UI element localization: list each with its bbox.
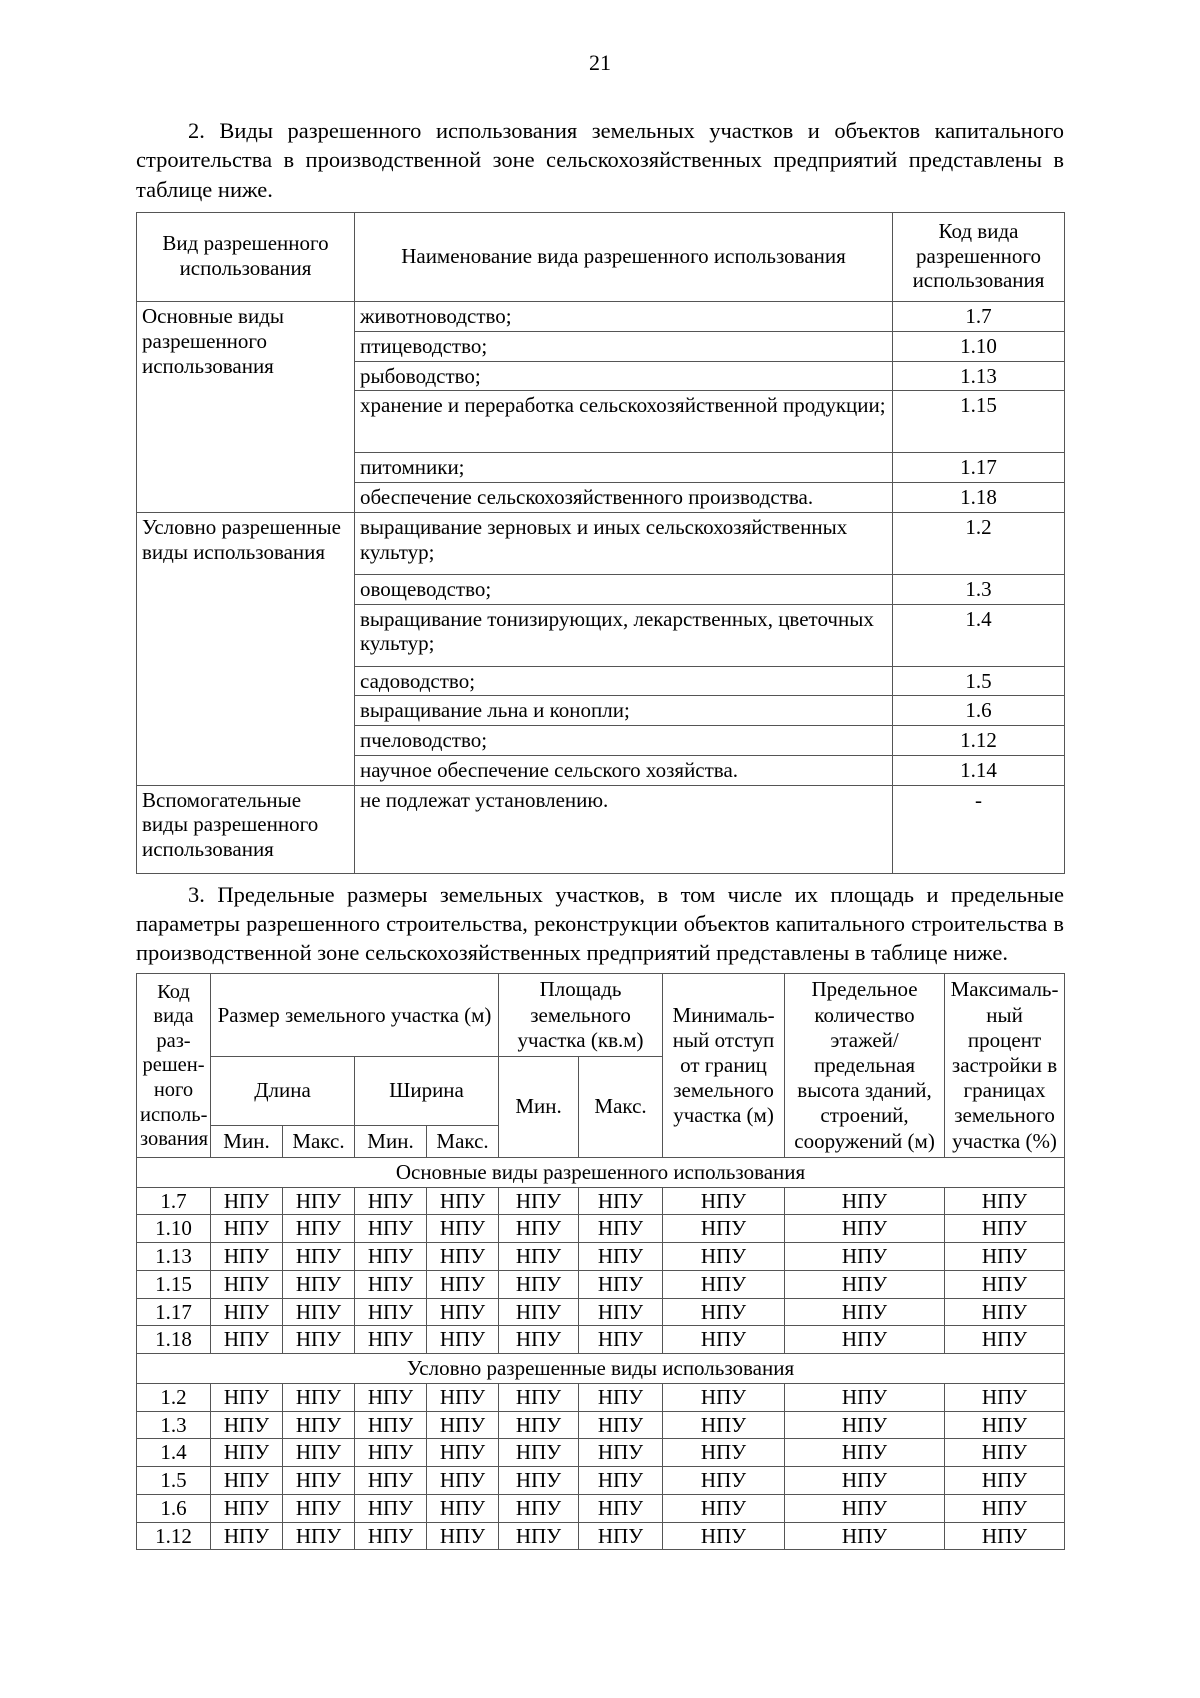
cell-length-max: НПУ — [283, 1411, 355, 1439]
use-code-cell: 1.13 — [893, 361, 1065, 391]
use-code-cell: - — [893, 785, 1065, 873]
cell-length-max: НПУ — [283, 1326, 355, 1354]
row-code: 1.2 — [137, 1383, 211, 1411]
table2-head — [137, 974, 1065, 1157]
cell-floors: НПУ — [785, 1270, 945, 1298]
cell-area-max: НПУ — [579, 1326, 663, 1354]
cell-coverage: НПУ — [945, 1187, 1065, 1215]
cell-floors: НПУ — [785, 1439, 945, 1467]
th-max-floors-height: Предельное количество этажей/ предельная высота зданий, строений, сооружений (м) — [785, 974, 945, 1157]
cell-length-max: НПУ — [283, 1467, 355, 1495]
table-row — [137, 1467, 1065, 1495]
table-row — [137, 1494, 1065, 1522]
use-name-cell: обеспечение сельскохозяйственного производства. — [355, 483, 893, 513]
cell-setback: НПУ — [663, 1411, 785, 1439]
use-name-cell: рыбоводство; — [355, 361, 893, 391]
cell-area-min: НПУ — [499, 1187, 579, 1215]
cell-area-min: НПУ — [499, 1243, 579, 1271]
cell-length-min: НПУ — [211, 1411, 283, 1439]
cell-area-max: НПУ — [579, 1467, 663, 1495]
cell-length-max: НПУ — [283, 1494, 355, 1522]
th-min-setback: Минималь-ный отступ от границ земельного участка (м) — [663, 974, 785, 1157]
cell-area-max: НПУ — [579, 1494, 663, 1522]
cell-setback: НПУ — [663, 1270, 785, 1298]
table-row — [137, 1298, 1065, 1326]
th-code: Код вида разрешенного использования — [893, 212, 1065, 301]
cell-width-max: НПУ — [427, 1439, 499, 1467]
cell-setback: НПУ — [663, 1215, 785, 1243]
cell-coverage: НПУ — [945, 1467, 1065, 1495]
paragraph-item-3: 3. Предельные размеры земельных участков, в том числе их площадь и предельные параметры разрешенного строительства, реконструкции объектов капитального строительства в производственной зоне сельскохозяйственных предприятий представлены в таблице ниже. — [136, 881, 1064, 966]
table-row — [137, 1411, 1065, 1439]
cell-length-min: НПУ — [211, 1467, 283, 1495]
row-code: 1.3 — [137, 1411, 211, 1439]
cell-length-max: НПУ — [283, 1187, 355, 1215]
cell-coverage: НПУ — [945, 1215, 1065, 1243]
use-code-cell: 1.18 — [893, 483, 1065, 513]
cell-width-max: НПУ — [427, 1383, 499, 1411]
use-code-cell: 1.7 — [893, 302, 1065, 332]
cell-area-max: НПУ — [579, 1270, 663, 1298]
cell-setback: НПУ — [663, 1243, 785, 1271]
use-code-cell: 1.6 — [893, 696, 1065, 726]
cell-length-max: НПУ — [283, 1243, 355, 1271]
th-code-of-use: Код вида раз-решен-ного исполь-зования — [137, 974, 211, 1157]
section-title: Основные виды разрешенного использования — [137, 1157, 1065, 1187]
row-code: 1.10 — [137, 1215, 211, 1243]
use-code-cell: 1.2 — [893, 512, 1065, 574]
use-name-cell: пчеловодство; — [355, 726, 893, 756]
category-cell: Условно разрешенные виды использования — [137, 512, 355, 785]
th-plot-size: Размер земельного участка (м) — [211, 974, 499, 1057]
cell-length-min: НПУ — [211, 1522, 283, 1550]
use-name-cell: питомники; — [355, 453, 893, 483]
cell-coverage: НПУ — [945, 1439, 1065, 1467]
cell-area-max: НПУ — [579, 1439, 663, 1467]
cell-width-max: НПУ — [427, 1187, 499, 1215]
page-number: 21 — [589, 50, 611, 75]
cell-area-max: НПУ — [579, 1187, 663, 1215]
use-name-cell: птицеводство; — [355, 331, 893, 361]
cell-width-min: НПУ — [355, 1439, 427, 1467]
table1-header-row — [137, 212, 1065, 301]
cell-width-max: НПУ — [427, 1270, 499, 1298]
use-name-cell: выращивание льна и конопли; — [355, 696, 893, 726]
cell-width-min: НПУ — [355, 1187, 427, 1215]
cell-floors: НПУ — [785, 1467, 945, 1495]
table-row — [137, 1439, 1065, 1467]
cell-area-max: НПУ — [579, 1243, 663, 1271]
th-length-min: Мин. — [211, 1125, 283, 1157]
row-code: 1.13 — [137, 1243, 211, 1271]
limit-parameters-table — [136, 973, 1065, 1550]
cell-setback: НПУ — [663, 1326, 785, 1354]
use-name-cell: не подлежат установлению. — [355, 785, 893, 873]
cell-length-min: НПУ — [211, 1326, 283, 1354]
cell-floors: НПУ — [785, 1383, 945, 1411]
use-code-cell: 1.12 — [893, 726, 1065, 756]
table-row — [137, 1326, 1065, 1354]
cell-area-min: НПУ — [499, 1439, 579, 1467]
table2-body — [137, 1157, 1065, 1550]
cell-length-min: НПУ — [211, 1439, 283, 1467]
cell-length-min: НПУ — [211, 1187, 283, 1215]
cell-length-min: НПУ — [211, 1215, 283, 1243]
cell-width-max: НПУ — [427, 1243, 499, 1271]
cell-coverage: НПУ — [945, 1270, 1065, 1298]
cell-area-max: НПУ — [579, 1383, 663, 1411]
use-code-cell: 1.4 — [893, 604, 1065, 666]
cell-setback: НПУ — [663, 1187, 785, 1215]
cell-area-max: НПУ — [579, 1411, 663, 1439]
cell-floors: НПУ — [785, 1243, 945, 1271]
cell-floors: НПУ — [785, 1326, 945, 1354]
row-code: 1.18 — [137, 1326, 211, 1354]
permitted-use-types-table — [136, 212, 1065, 874]
cell-setback: НПУ — [663, 1298, 785, 1326]
cell-floors: НПУ — [785, 1187, 945, 1215]
cell-width-min: НПУ — [355, 1411, 427, 1439]
use-code-cell: 1.5 — [893, 666, 1065, 696]
cell-floors: НПУ — [785, 1411, 945, 1439]
cell-coverage: НПУ — [945, 1243, 1065, 1271]
row-code: 1.17 — [137, 1298, 211, 1326]
cell-area-max: НПУ — [579, 1298, 663, 1326]
cell-width-min: НПУ — [355, 1298, 427, 1326]
th-name: Наименование вида разрешенного использования — [355, 212, 893, 301]
cell-width-max: НПУ — [427, 1326, 499, 1354]
cell-length-min: НПУ — [211, 1383, 283, 1411]
cell-area-max: НПУ — [579, 1215, 663, 1243]
cell-width-max: НПУ — [427, 1411, 499, 1439]
cell-coverage: НПУ — [945, 1326, 1065, 1354]
cell-width-max: НПУ — [427, 1215, 499, 1243]
paragraph-item-2: 2. Виды разрешенного использования земельных участков и объектов капитального строительства в производственной зоне сельскохозяйственных предприятий представлены в таблице ниже. — [136, 118, 1064, 202]
cell-width-max: НПУ — [427, 1494, 499, 1522]
table-row — [137, 1187, 1065, 1215]
row-code: 1.12 — [137, 1522, 211, 1550]
cell-length-min: НПУ — [211, 1243, 283, 1271]
row-code: 1.7 — [137, 1187, 211, 1215]
cell-setback: НПУ — [663, 1383, 785, 1411]
cell-area-min: НПУ — [499, 1298, 579, 1326]
cell-width-min: НПУ — [355, 1270, 427, 1298]
cell-width-min: НПУ — [355, 1215, 427, 1243]
cell-area-min: НПУ — [499, 1326, 579, 1354]
cell-area-min: НПУ — [499, 1522, 579, 1550]
cell-length-min: НПУ — [211, 1298, 283, 1326]
th-width-max: Макс. — [427, 1125, 499, 1157]
table-row — [137, 1270, 1065, 1298]
cell-length-max: НПУ — [283, 1270, 355, 1298]
cell-width-max: НПУ — [427, 1298, 499, 1326]
cell-coverage: НПУ — [945, 1411, 1065, 1439]
category-cell: Вспомогательные виды разрешенного использования — [137, 785, 355, 873]
use-name-cell: садоводство; — [355, 666, 893, 696]
use-name-cell: овощеводство; — [355, 574, 893, 604]
cell-length-max: НПУ — [283, 1215, 355, 1243]
use-name-cell: животноводство; — [355, 302, 893, 332]
cell-coverage: НПУ — [945, 1383, 1065, 1411]
cell-setback: НПУ — [663, 1494, 785, 1522]
table-row — [137, 1243, 1065, 1271]
use-name-cell: научное обеспечение сельского хозяйства. — [355, 755, 893, 785]
th-length-max: Макс. — [283, 1125, 355, 1157]
cell-length-max: НПУ — [283, 1439, 355, 1467]
cell-setback: НПУ — [663, 1522, 785, 1550]
th-area-min: Мин. — [499, 1057, 579, 1158]
use-name-cell: выращивание зерновых и иных сельскохозяйственных культур; — [355, 512, 893, 574]
category-cell: Основные виды разрешенного использования — [137, 302, 355, 513]
th-length: Длина — [211, 1057, 355, 1126]
cell-area-max: НПУ — [579, 1522, 663, 1550]
th-width-min: Мин. — [355, 1125, 427, 1157]
row-code: 1.4 — [137, 1439, 211, 1467]
use-code-cell: 1.10 — [893, 331, 1065, 361]
cell-floors: НПУ — [785, 1298, 945, 1326]
row-code: 1.6 — [137, 1494, 211, 1522]
cell-length-max: НПУ — [283, 1298, 355, 1326]
th-plot-area: Площадь земельного участка (кв.м) — [499, 974, 663, 1057]
use-code-cell: 1.14 — [893, 755, 1065, 785]
cell-floors: НПУ — [785, 1522, 945, 1550]
row-code: 1.5 — [137, 1467, 211, 1495]
cell-floors: НПУ — [785, 1494, 945, 1522]
use-code-cell: 1.15 — [893, 391, 1065, 453]
th-max-coverage-percent: Максималь-ный процент застройки в границах земельного участка (%) — [945, 974, 1065, 1157]
table-row — [137, 1215, 1065, 1243]
cell-area-min: НПУ — [499, 1270, 579, 1298]
cell-length-max: НПУ — [283, 1522, 355, 1550]
cell-coverage: НПУ — [945, 1494, 1065, 1522]
use-code-cell: 1.17 — [893, 453, 1065, 483]
table-row — [137, 1522, 1065, 1550]
cell-area-min: НПУ — [499, 1383, 579, 1411]
use-name-cell: выращивание тонизирующих, лекарственных, цветочных культур; — [355, 604, 893, 666]
page-content — [136, 116, 1064, 1550]
table-row — [137, 302, 1065, 332]
cell-width-min: НПУ — [355, 1467, 427, 1495]
table-row — [137, 785, 1065, 873]
cell-setback: НПУ — [663, 1439, 785, 1467]
cell-area-min: НПУ — [499, 1494, 579, 1522]
cell-area-min: НПУ — [499, 1411, 579, 1439]
section-title: Условно разрешенные виды использования — [137, 1354, 1065, 1384]
table-row — [137, 1383, 1065, 1411]
cell-length-min: НПУ — [211, 1270, 283, 1298]
cell-length-min: НПУ — [211, 1494, 283, 1522]
cell-coverage: НПУ — [945, 1522, 1065, 1550]
use-name-cell: хранение и переработка сельскохозяйственной продукции; — [355, 391, 893, 453]
cell-width-min: НПУ — [355, 1522, 427, 1550]
cell-width-min: НПУ — [355, 1494, 427, 1522]
cell-area-min: НПУ — [499, 1215, 579, 1243]
section-title-row — [137, 1354, 1065, 1384]
cell-width-min: НПУ — [355, 1326, 427, 1354]
cell-setback: НПУ — [663, 1467, 785, 1495]
use-code-cell: 1.3 — [893, 574, 1065, 604]
cell-floors: НПУ — [785, 1215, 945, 1243]
th-area-max: Макс. — [579, 1057, 663, 1158]
table-row — [137, 512, 1065, 574]
cell-width-min: НПУ — [355, 1243, 427, 1271]
row-code: 1.15 — [137, 1270, 211, 1298]
cell-length-max: НПУ — [283, 1383, 355, 1411]
cell-width-max: НПУ — [427, 1467, 499, 1495]
th-kind: Вид разрешенного использования — [137, 212, 355, 301]
table1-body — [137, 302, 1065, 874]
cell-coverage: НПУ — [945, 1298, 1065, 1326]
cell-area-min: НПУ — [499, 1467, 579, 1495]
section-title-row — [137, 1157, 1065, 1187]
cell-width-min: НПУ — [355, 1383, 427, 1411]
table1-head — [137, 212, 1065, 301]
table2-header-row-1 — [137, 974, 1065, 1057]
cell-width-max: НПУ — [427, 1522, 499, 1550]
th-width: Ширина — [355, 1057, 499, 1126]
